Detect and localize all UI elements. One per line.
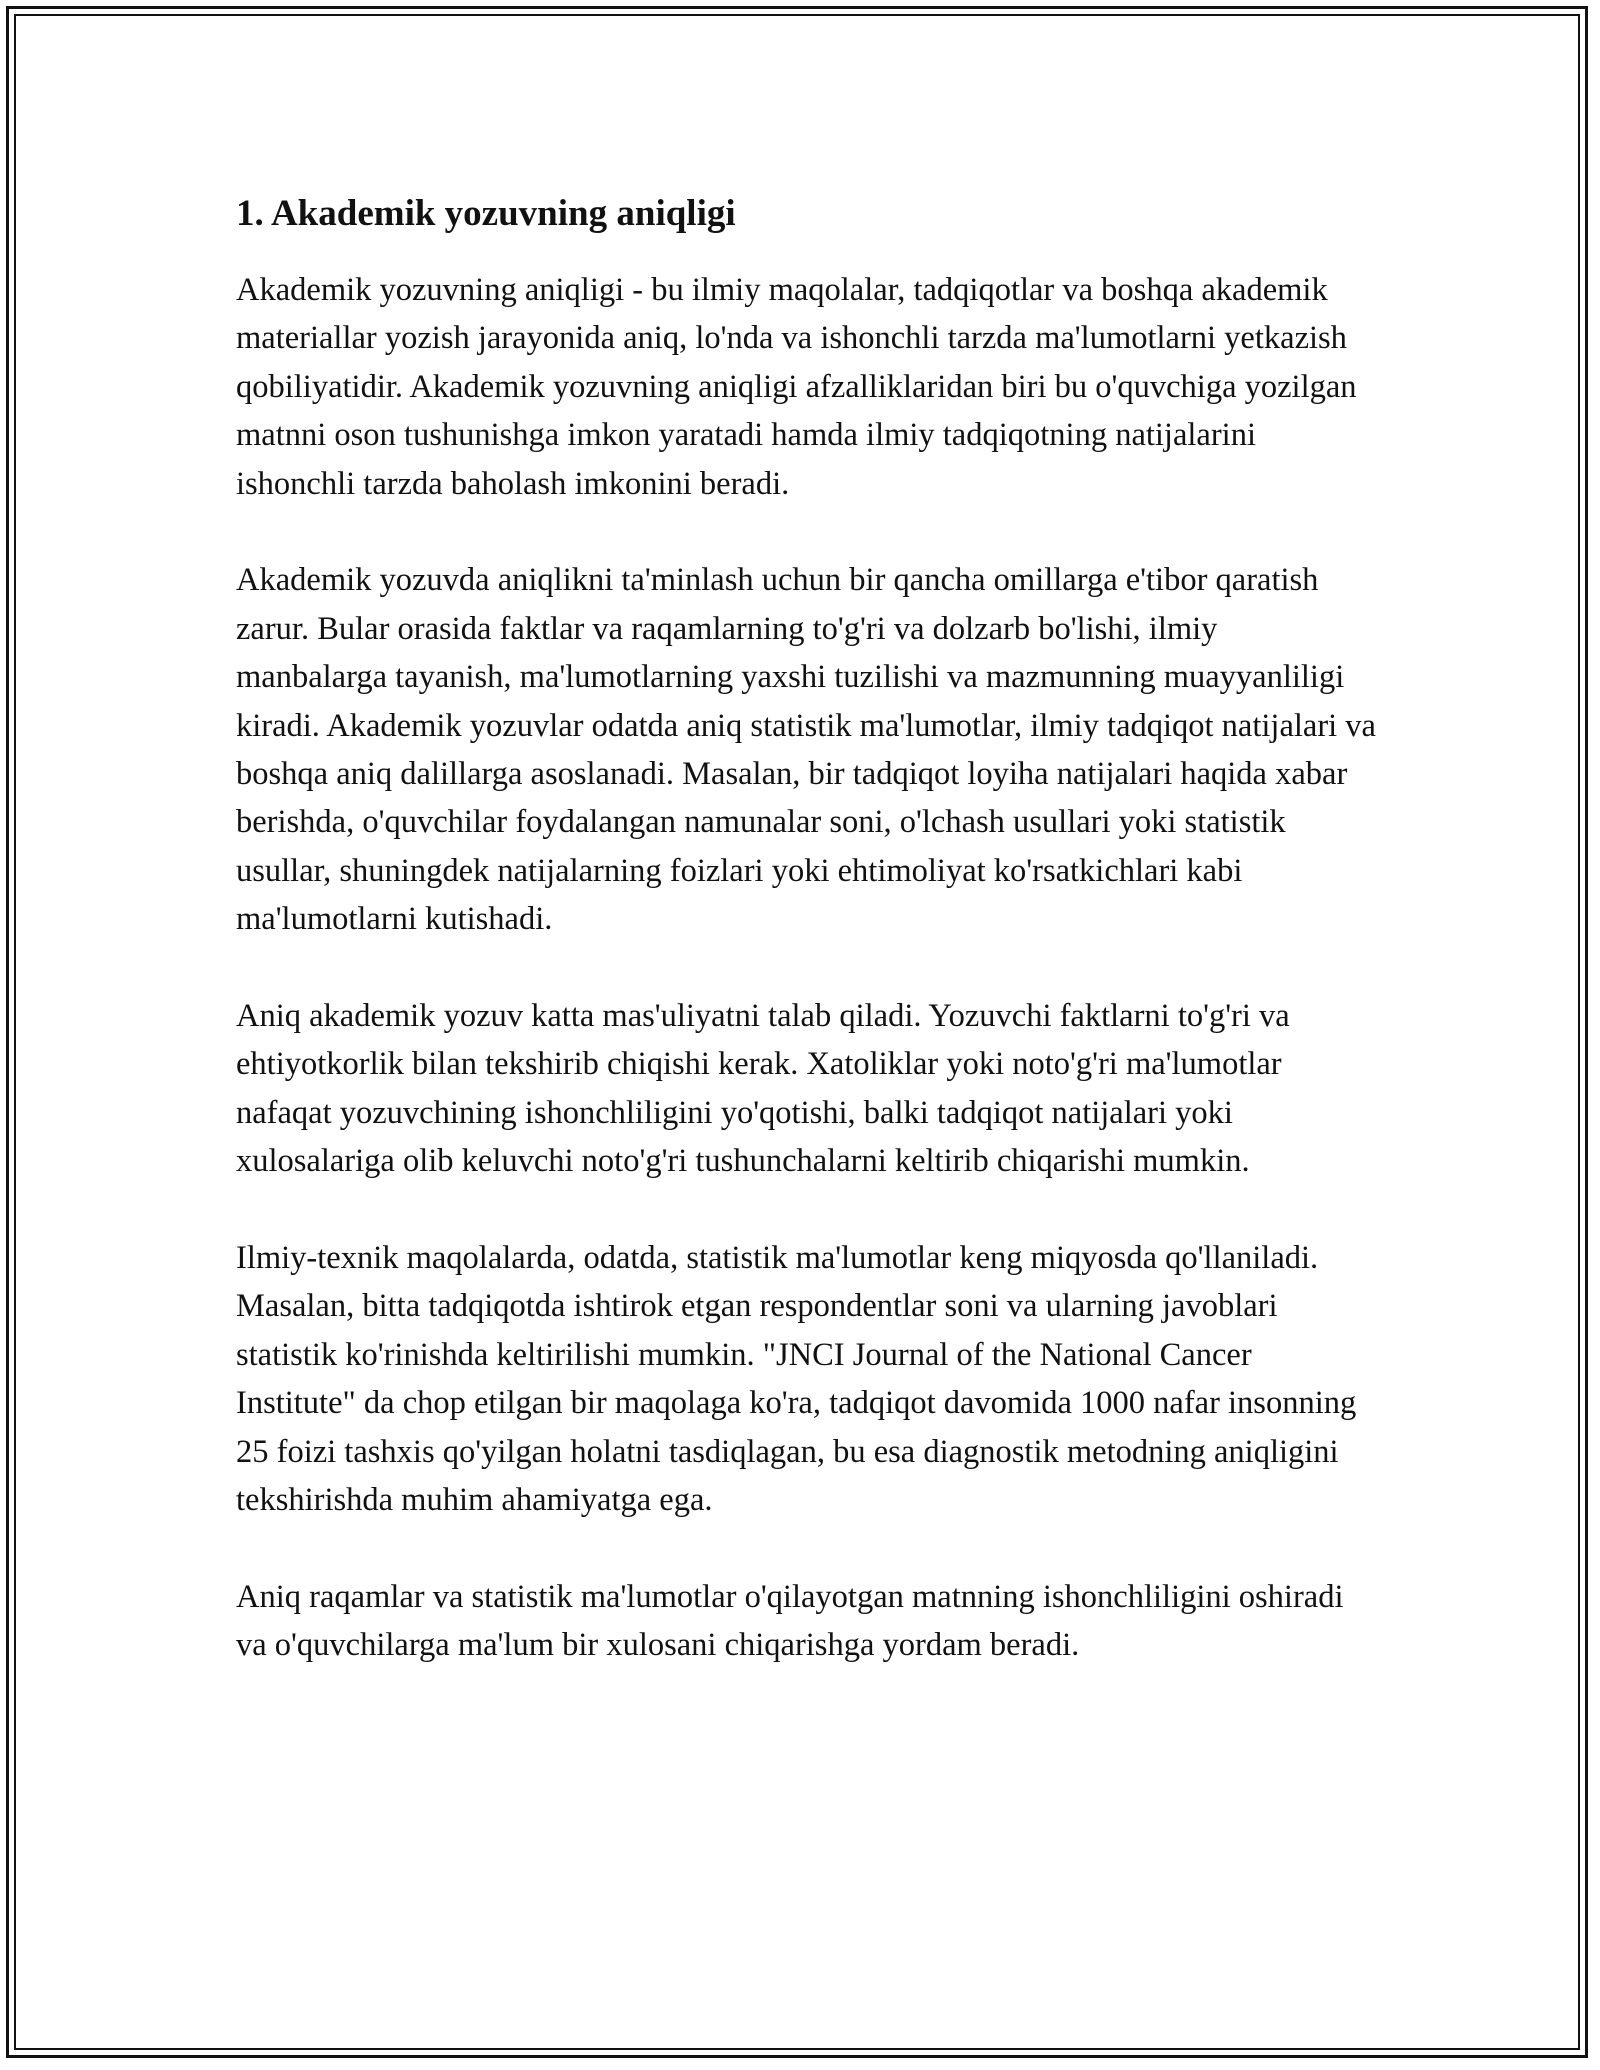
paragraph-2: Akademik yozuvda aniqlikni ta'minlash uchun bir qancha omillarga e'tibor qaratish zarur. Bular orasida faktlar va raqamlarning to'g'ri va dolzarb bo'lishi, ilmiy manbalarga tayanish, ma'lumotlarning yaxshi tuzilishi va mazmunning muayyanliligi kiradi. Akademik yozuvlar odatda aniq statistik ma'lumotlar, ilmiy tadqiqot natijalari va boshqa aniq dalillarga asoslanadi. Masalan, bir tadqiqot loyiha natijalari haqida xabar berishda, o'quvchilar foydalangan namunalar soni, o'lchash usullari yoki statistik usullar, shuningdek natijalarning foizlari yoki ehtimoliyat ko'rsatkichlari kabi ma'lumotlarni kutishadi. [236,562,1376,938]
document-body [236,184,1376,1718]
paragraph-4: Ilmiy-texnik maqolalarda, odatda, statistik ma'lumotlar keng miqyosda qo'llaniladi. Masalan, bitta tadqiqotda ishtirok etgan respondentlar soni va ularning javoblari statistik ko'rinishda keltirilishi mumkin. "JNCI Journal of the National Cancer Institute" da chop etilgan bir maqolaga ko'ra, tadqiqot davomida 1000 nafar insonning 25 foizi tashxis qo'yilgan holatni tasdiqlagan, bu esa diagnostik metodning aniqligini tekshirishda muhim ahamiyatga ega. [236,1240,1357,1519]
section-title: 1. Akademik yozuvning aniqligi [236,193,736,234]
paragraph-3: Aniq akademik yozuv katta mas'uliyatni talab qiladi. Yozuvchi faktlarni to'g'ri va ehtiyotkorlik bilan tekshirib chiqishi kerak. Xatoliklar yoki noto'g'ri ma'lumotlar nafaqat yozuvchining ishonchliligini yo'qotishi, balki tadqiqot natijalari yoki xulosalariga olib keluvchi noto'g'ri tushunchalarni keltirib chiqarishi mumkin. [236,998,1290,1180]
paragraph-5: Aniq raqamlar va statistik ma'lumotlar o'qilayotgan matnning ishonchliligini oshiradi va o'quvchilarga ma'lum bir xulosani chiqarishga yordam beradi. [236,1578,1344,1664]
paragraph-1: Akademik yozuvning aniqligi - bu ilmiy maqolalar, tadqiqotlar va boshqa akademik materiallar yozish jarayonida aniq, lo'nda va ishonchli tarzda ma'lumotlarni yetkazish qobiliyatidir. Akademik yozuvning aniqligi afzalliklaridan biri bu o'quvchiga yozilgan matnni oson tushunishga imkon yaratadi hamda ilmiy tadqiqotning natijalarini ishonchli tarzda baholash imkonini beradi. [236,272,1357,502]
